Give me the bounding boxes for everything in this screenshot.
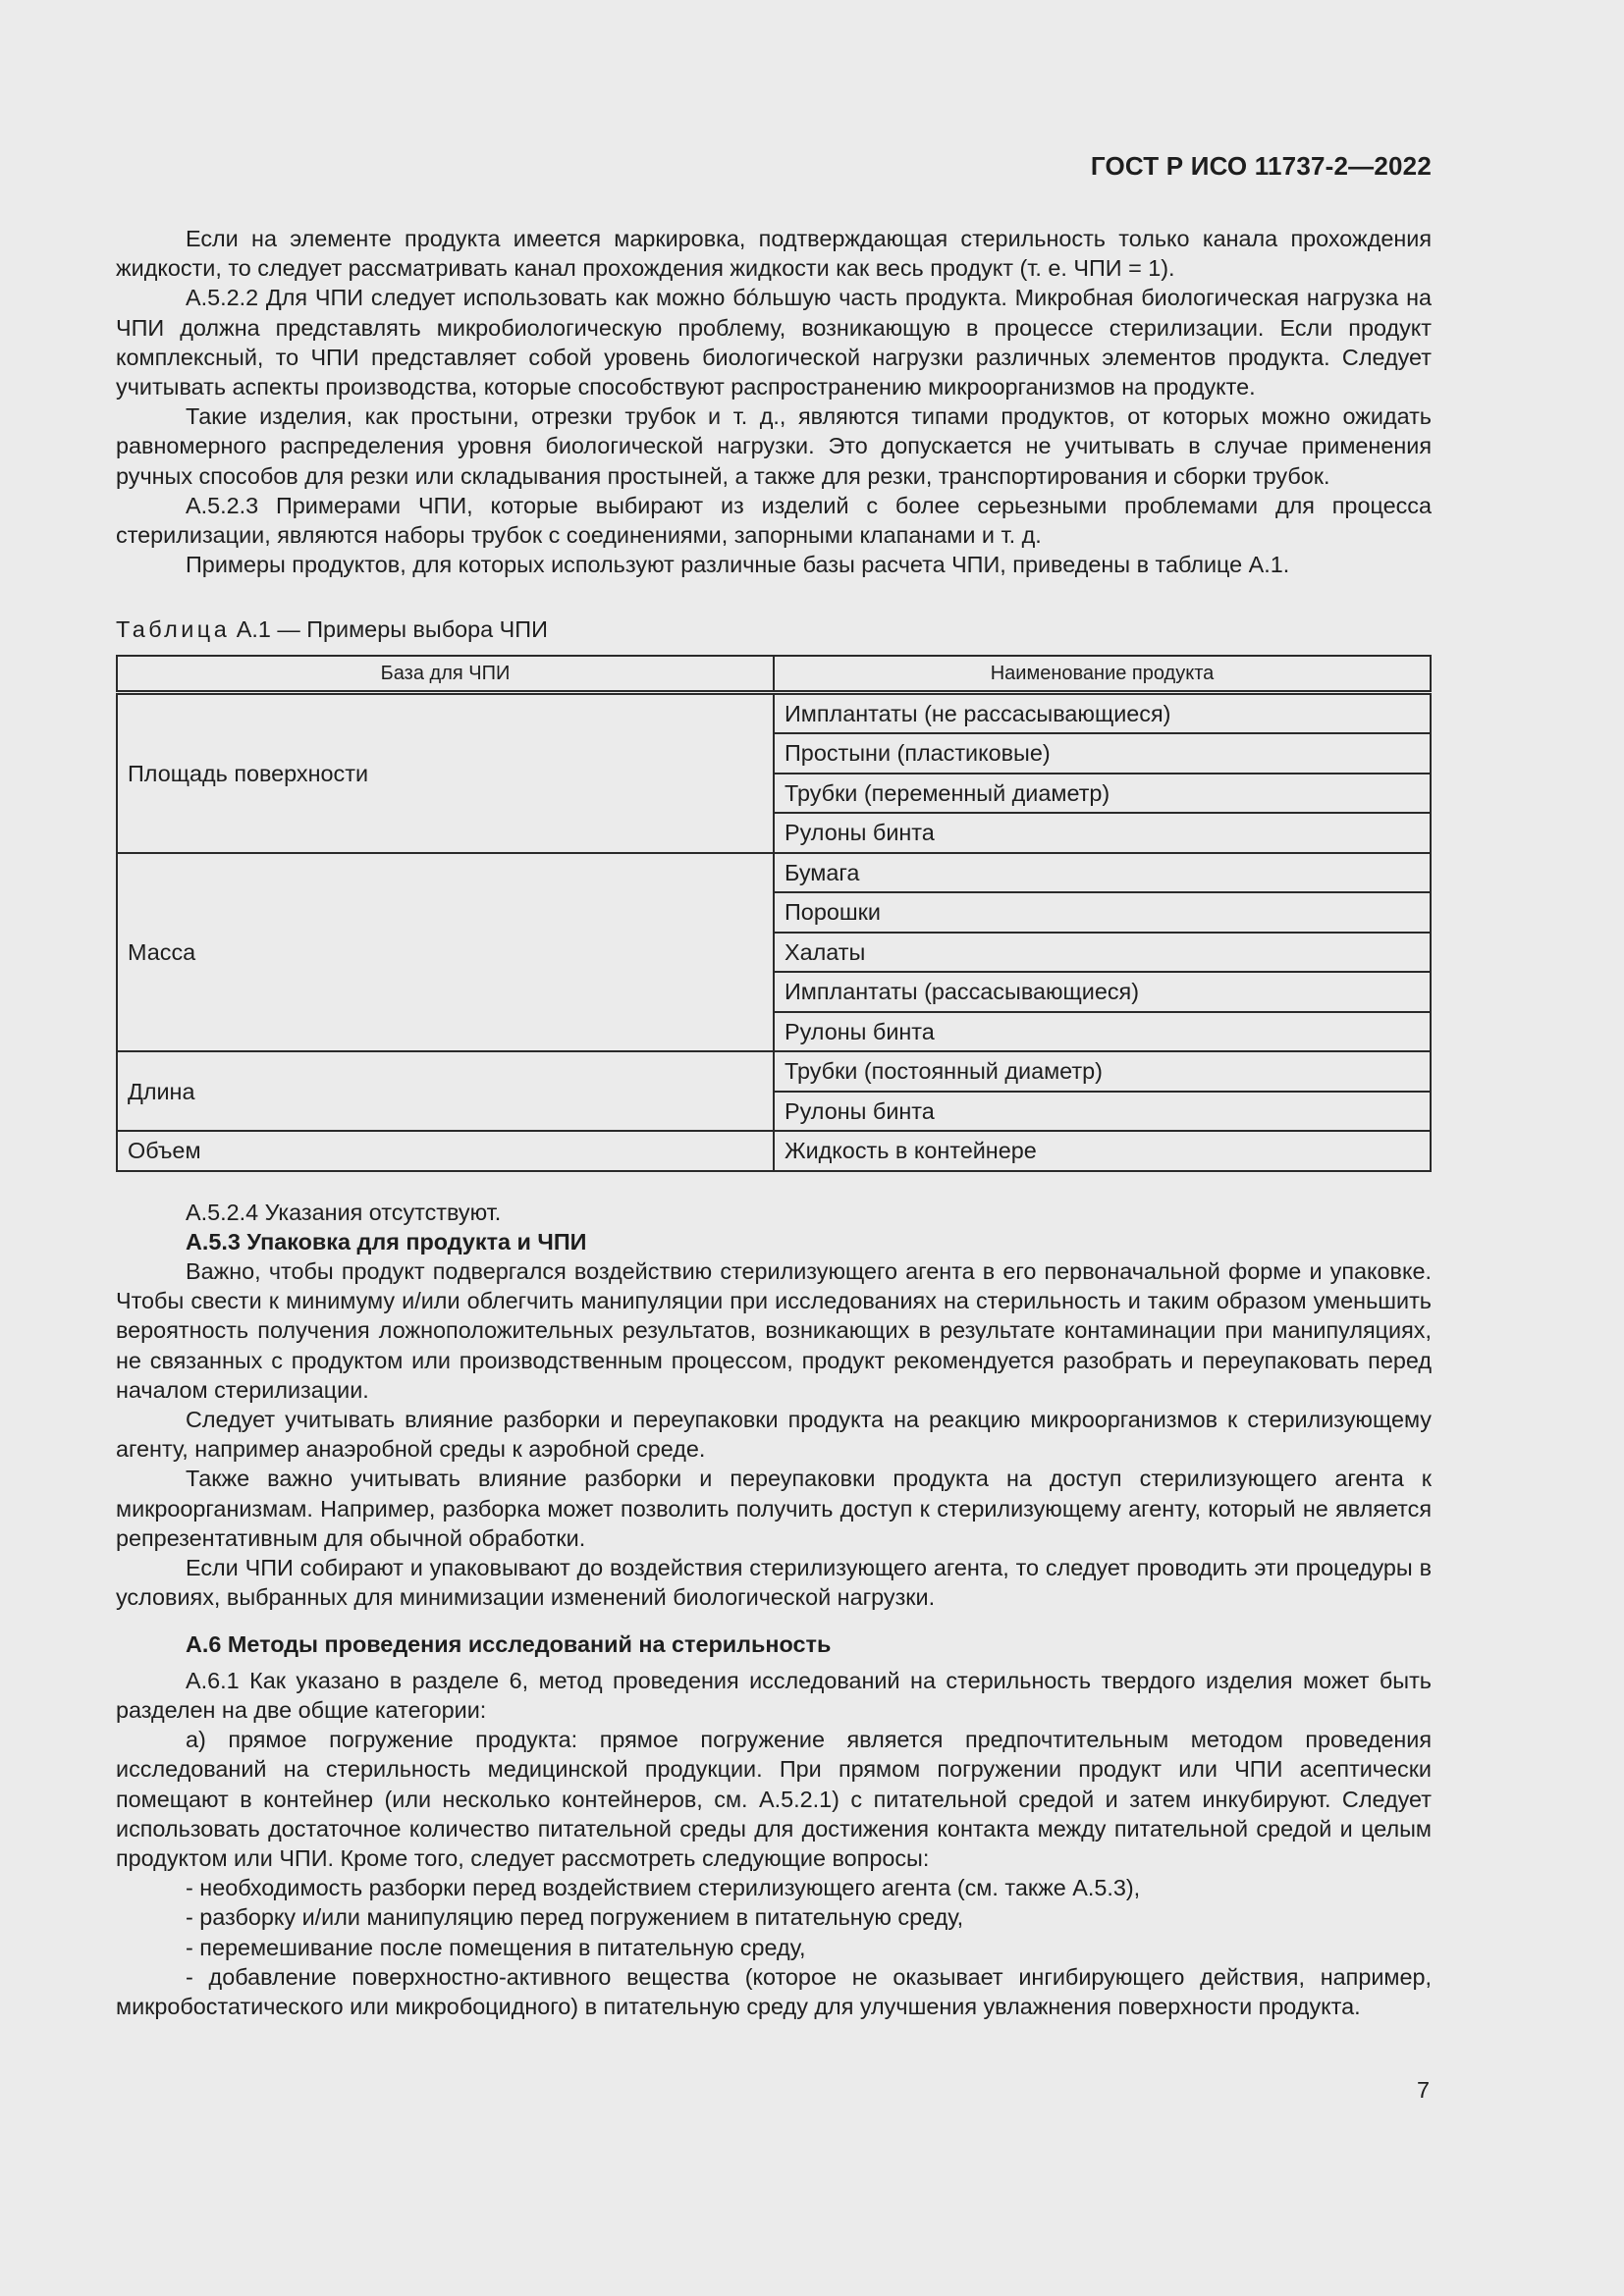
- table-cell-product: Бумага: [774, 853, 1431, 893]
- bullet-list: [116, 1873, 1432, 2021]
- paragraph: Если ЧПИ собирают и упаковывают до воздействия стерилизующего агента, то следует проводить эти процедуры в условиях, выбранных для минимизации изменений биологической нагрузки.: [116, 1555, 1432, 1611]
- table-cell-base: Площадь поверхности: [117, 692, 774, 853]
- paragraph-a522: А.5.2.2 Для ЧПИ следует использовать как можно бóльшую часть продукта. Микробная биологическая нагрузка на ЧПИ должна представлять микробиологическую проблему, возникающую в процессе стерилизации. Если продукт комплексный, то ЧПИ представляет собой уровень биологической нагрузки различных элементов продукта. Следует учитывать аспекты производства, которые способствуют распространению микроорганизмов на продукте.: [116, 285, 1432, 400]
- page-number: 7: [1416, 2077, 1430, 2103]
- table-caption-text: А.1 — Примеры выбора ЧПИ: [230, 616, 548, 643]
- list-item: - необходимость разборки перед воздействием стерилизующего агента (см. также А.5.3),: [186, 1875, 1141, 1901]
- document-header: ГОСТ Р ИСО 11737-2—2022: [1090, 151, 1432, 181]
- table-cell-base: Длина: [117, 1051, 774, 1131]
- table-header-product: Наименование продукта: [774, 656, 1431, 693]
- table-cell-product: Порошки: [774, 892, 1431, 933]
- table-row: [117, 853, 1431, 893]
- table-cell-product: Имплантаты (рассасывающиеся): [774, 972, 1431, 1012]
- table-cell-product: Трубки (постоянный диаметр): [774, 1051, 1431, 1092]
- table-cell-product: Имплантаты (не рассасывающиеся): [774, 692, 1431, 733]
- paragraph: Важно, чтобы продукт подвергался воздействию стерилизующего агента в его первоначальной форме и упаковке. Чтобы свести к минимуму и/или облегчить манипуляции при исследованиях на стерильность и таким образом уменьшить вероятность получения ложноположительных результатов, возникающих в результате контаминации при манипуляциях, не связанных с продуктом или производственным процессом, продукт рекомендуется разобрать и переупаковать перед началом стерилизации.: [116, 1258, 1432, 1403]
- table-cell-product: Рулоны бинта: [774, 813, 1431, 853]
- paragraph-a524: А.5.2.4 Указания отсутствуют.: [186, 1199, 502, 1225]
- table-row: [117, 1051, 1431, 1092]
- paragraph: Также важно учитывать влияние разборки и переупаковки продукта на доступ стерилизующего агента к микроорганизмам. Например, разборка может позволить получить доступ к стерилизующему агенту, который не является репрезентативным для обычной обработки.: [116, 1466, 1432, 1551]
- table-cell-product: Жидкость в контейнере: [774, 1131, 1431, 1171]
- table-cell-product: Трубки (переменный диаметр): [774, 774, 1431, 814]
- paragraph: Примеры продуктов, для которых используют различные базы расчета ЧПИ, приведены в таблице А.1.: [186, 552, 1290, 578]
- table-cell-product: Простыни (пластиковые): [774, 733, 1431, 774]
- list-item: - перемешивание после помещения в питательную среду,: [186, 1934, 806, 1960]
- table-row: [117, 1131, 1431, 1171]
- table-caption-label: Таблица: [116, 616, 231, 643]
- table-a1: [116, 655, 1432, 1172]
- paragraph: Такие изделия, как простыни, отрезки трубок и т. д., являются типами продуктов, от которых можно ожидать равномерного распределения уровня биологической нагрузки. Это допускается не учитывать в случае применения ручных способов для резки или складывания простыней, а также для резки, транспортирования и сборки трубок.: [116, 403, 1432, 489]
- section-title-a6: А.6 Методы проведения исследований на стерильность: [186, 1631, 832, 1658]
- table-row: [117, 692, 1431, 733]
- table-header-row: [117, 656, 1431, 693]
- section-title-a53: А.5.3 Упаковка для продукта и ЧПИ: [186, 1228, 587, 1255]
- table-cell-product: Халаты: [774, 933, 1431, 973]
- paragraph-a61: А.6.1 Как указано в разделе 6, метод проведения исследований на стерильность твердого изделия может быть разделен на две общие категории:: [116, 1667, 1432, 1723]
- table-header-base: База для ЧПИ: [117, 656, 774, 693]
- table-caption: [116, 614, 1432, 644]
- table-cell-base: Масса: [117, 853, 774, 1052]
- table-cell-base: Объем: [117, 1131, 774, 1171]
- paragraph: Если на элементе продукта имеется маркировка, подтверждающая стерильность только канала прохождения жидкости, то следует рассматривать канал прохождения жидкости как весь продукт (т. е. ЧПИ = 1).: [116, 226, 1432, 282]
- paragraph: Следует учитывать влияние разборки и переупаковки продукта на реакцию микроорганизмов к стерилизующему агенту, например анаэробной среды к аэробной среде.: [116, 1407, 1432, 1463]
- table-cell-product: Рулоны бинта: [774, 1012, 1431, 1052]
- document-body: [116, 224, 1432, 2021]
- list-item: - разборку и/или манипуляцию перед погружением в питательную среду,: [186, 1904, 964, 1931]
- paragraph-item-a: а) прямое погружение продукта: прямое погружение является предпочтительным методом проведения исследований на стерильность медицинской продукции. При прямом погружении продукт или ЧПИ асептически помещают в контейнер (или несколько контейнеров, см. А.5.2.1) с питательной средой и затем инкубируют. Следует использовать достаточное количество питательной среды для достижения контакта между питательной средой и целым продуктом или ЧПИ. Кроме того, следует рассмотреть следующие вопросы:: [116, 1727, 1432, 1871]
- list-item: - добавление поверхностно-активного вещества (которое не оказывает ингибирующего действия, например, микробостатического или микробоцидного) в питательную среду для улучшения увлажнения поверхности продукта.: [116, 1963, 1432, 2019]
- table-cell-product: Рулоны бинта: [774, 1092, 1431, 1132]
- paragraph-a523: А.5.2.3 Примерами ЧПИ, которые выбирают из изделий с более серьезными проблемами для процесса стерилизации, являются наборы трубок с соединениями, запорными клапанами и т. д.: [116, 492, 1432, 549]
